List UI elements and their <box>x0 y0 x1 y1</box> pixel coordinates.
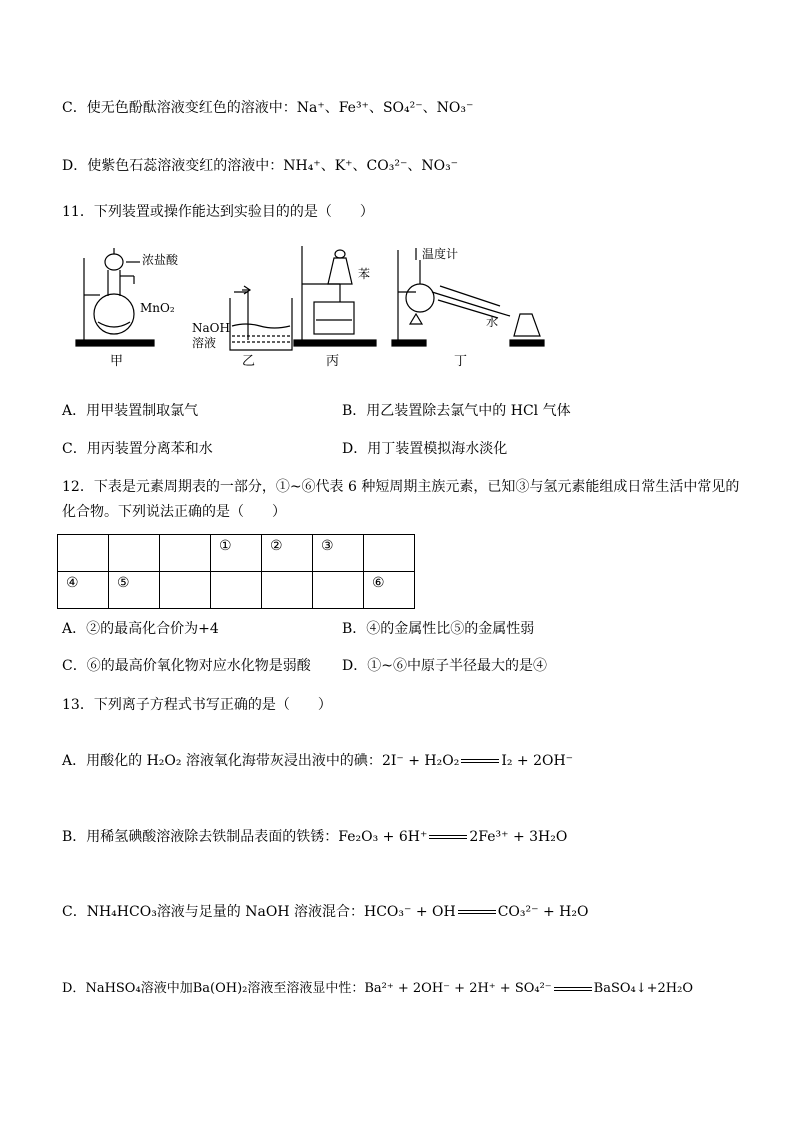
option-label: C． <box>62 441 87 457</box>
option-label: D． <box>62 981 86 996</box>
q10-option-c <box>62 97 473 117</box>
equation-left: Fe₂O₃ + 6H⁺ <box>338 829 428 845</box>
table-cell <box>58 535 109 572</box>
equals-sign <box>429 835 467 839</box>
option-text: ②的最高化合价为+4 <box>86 621 219 637</box>
q12-option-b <box>342 618 534 638</box>
option-text: 用丁装置模拟海水淡化 <box>367 441 508 457</box>
label-bing: 丙 <box>326 354 340 369</box>
option-text: 用甲装置制取氯气 <box>86 403 199 419</box>
table-row <box>58 572 415 609</box>
q12-stem-line1: 12．下表是元素周期表的一部分，①~⑥代表 6 种短周期主族元素，已知③与氢元素能组成日常生活中常见的 <box>62 479 740 495</box>
label-bing-reagent: 苯 <box>358 267 371 281</box>
label-ding-water: 水 <box>486 315 499 329</box>
q12-option-d <box>342 655 547 675</box>
option-text: 溶液中加 <box>140 981 193 996</box>
option-text: 用丙装置分离苯和水 <box>86 441 213 457</box>
option-label: C． <box>62 904 87 920</box>
label-yi: 乙 <box>242 354 256 369</box>
q13-option-c <box>62 901 588 921</box>
q13-option-a <box>62 750 573 770</box>
table-cell <box>211 572 262 609</box>
ion-list: Na⁺、Fe³⁺、SO₄²⁻、NO₃⁻ <box>296 100 474 116</box>
label-ding: 丁 <box>454 354 468 369</box>
option-label: C． <box>62 100 87 116</box>
table-cell <box>364 535 415 572</box>
reagent-2: Ba(OH)₂ <box>192 981 248 996</box>
q12-option-c <box>62 655 311 675</box>
equals-sign <box>458 910 496 914</box>
option-text: 使无色酚酞溶液变红色的溶液中： <box>86 100 297 116</box>
apparatus-figure <box>70 240 550 370</box>
option-label: C． <box>62 658 87 674</box>
q10-option-d <box>62 155 458 175</box>
option-text: ⑥的最高价氧化物对应水化物是弱酸 <box>86 658 311 674</box>
periodic-table-fragment <box>57 534 415 609</box>
table-cell: ⑥ <box>364 572 415 609</box>
option-label: B． <box>342 403 367 419</box>
option-label: A． <box>62 753 87 769</box>
table-cell <box>109 535 160 572</box>
option-label: A． <box>62 621 87 637</box>
q13-option-b <box>62 826 567 846</box>
table-cell <box>160 535 211 572</box>
option-text: ④的金属性比⑤的金属性弱 <box>366 621 535 637</box>
q11-option-a <box>62 400 198 420</box>
q12-stem-line2: 化合物。下列说法正确的是（ ） <box>62 504 286 520</box>
reagent: NaHSO₄ <box>85 981 141 996</box>
option-label: A． <box>62 403 87 419</box>
apparatus-bing <box>294 246 376 346</box>
table-cell: ⑤ <box>109 572 160 609</box>
apparatus-ding <box>392 248 544 346</box>
q11-option-d <box>342 438 507 458</box>
option-label: D． <box>62 158 88 174</box>
apparatus-yi <box>230 286 292 350</box>
q12-option-a <box>62 618 219 638</box>
option-text: 用酸化的 H₂O₂ 溶液氧化海带灰浸出液中的碘： <box>86 753 382 769</box>
q13-option-d <box>62 977 693 996</box>
option-text: 使紫色石蕊溶液变红的溶液中： <box>87 158 284 174</box>
table-cell: ② <box>262 535 313 572</box>
table-row <box>58 535 415 572</box>
equation-left: Ba²⁺ + 2OH⁻ + 2H⁺ + SO₄²⁻ <box>364 981 552 996</box>
option-text: 溶液与足量的 NaOH 溶液混合： <box>156 904 364 920</box>
option-label: B． <box>342 621 367 637</box>
equation-left: 2I⁻ + H₂O₂ <box>381 753 460 769</box>
ion-list: NH₄⁺、K⁺、CO₃²⁻、NO₃⁻ <box>283 158 459 174</box>
q13-stem: 13．下列离子方程式书写正确的是（ ） <box>62 697 332 713</box>
equation-right: CO₃²⁻ + H₂O <box>497 904 589 920</box>
equation-right: 2Fe³⁺ + 3H₂O <box>469 829 568 845</box>
q11-option-c <box>62 438 213 458</box>
option-label: B． <box>62 829 87 845</box>
option-text: 用乙装置除去氯气中的 HCl 气体 <box>366 403 571 419</box>
option-text: 用稀氢碘酸溶液除去铁制品表面的铁锈： <box>86 829 339 845</box>
label-yi-reagent-1: NaOH <box>192 321 230 335</box>
label-yi-reagent-2: 溶液 <box>192 336 217 350</box>
label-jia: 甲 <box>110 354 124 369</box>
table-cell <box>160 572 211 609</box>
label-jia-reagent2: MnO₂ <box>140 301 175 315</box>
table-cell: ④ <box>58 572 109 609</box>
table-cell: ① <box>211 535 262 572</box>
equation-right: BaSO₄↓+2H₂O <box>593 981 694 996</box>
table-cell <box>313 572 364 609</box>
label-ding-thermometer: 温度计 <box>422 247 459 261</box>
equation-right: I₂ + 2OH⁻ <box>501 753 574 769</box>
equation-left: HCO₃⁻ + OH <box>364 904 456 920</box>
table-cell: ③ <box>313 535 364 572</box>
reagent: NH₄HCO₃ <box>86 904 157 920</box>
table-cell <box>262 572 313 609</box>
option-text: ①~⑥中原子半径最大的是④ <box>367 658 547 674</box>
label-jia-reagent1: 浓盐酸 <box>142 253 179 267</box>
option-text-2: 溶液至溶液显中性： <box>247 981 365 996</box>
option-label: D． <box>342 441 368 457</box>
q11-stem: 11．下列装置或操作能达到实验目的的是（ ） <box>62 204 374 220</box>
option-label: D． <box>342 658 368 674</box>
q11-option-b <box>342 400 571 420</box>
equals-sign <box>554 987 592 991</box>
equals-sign <box>461 759 499 763</box>
